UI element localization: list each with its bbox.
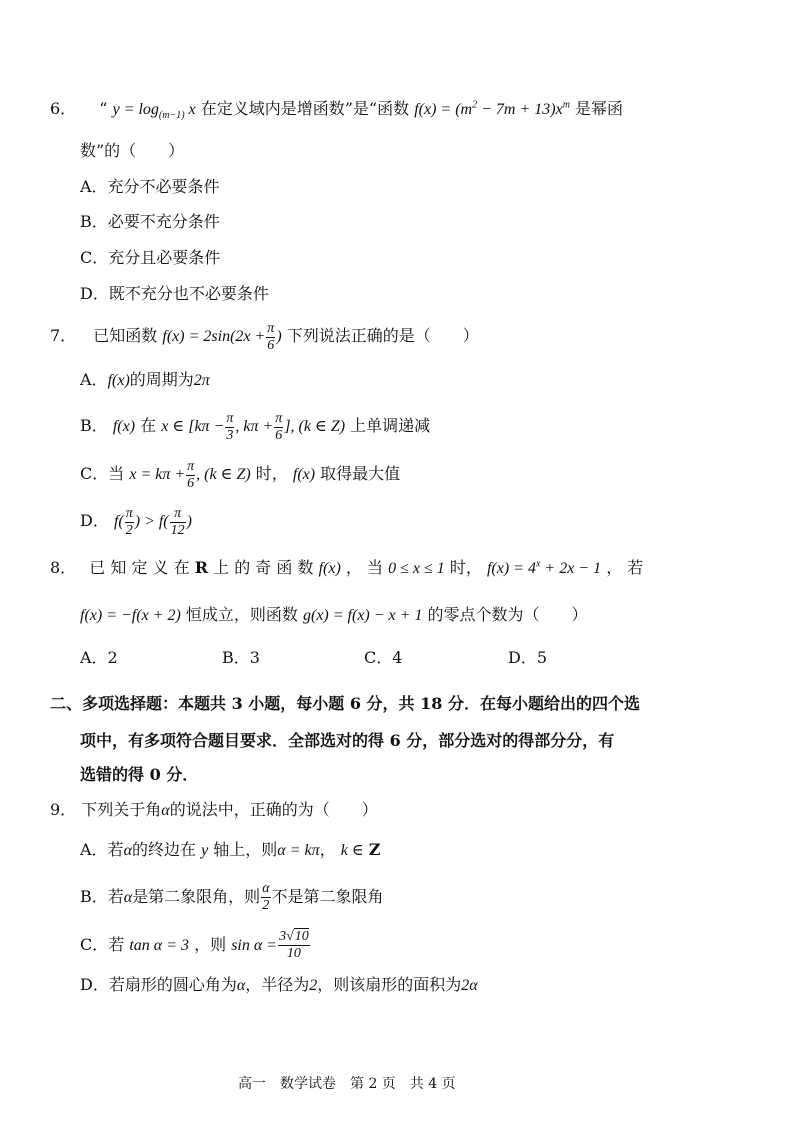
stem-text: 是幂函	[575, 99, 624, 118]
stem-text: 已知函数	[93, 326, 158, 345]
option-c: C．4	[364, 648, 403, 667]
option-a: A．2	[80, 648, 118, 667]
question-number: 6．	[50, 99, 77, 118]
question-number: 9．	[50, 800, 77, 819]
option-b: B．若α是第二象限角，则 $\frac{\alpha}{2}$ 不是第二象限角	[80, 881, 384, 913]
option-d: D．5	[508, 648, 548, 667]
section-2-heading-line-2: 项中，有多项符合题目要求．全部选对的得 6 分，部分选对的得部分分，有	[80, 731, 615, 750]
option-d: D．既不充分也不必要条件	[80, 284, 269, 303]
option-d: D． f( $\frac{\pi}{2}$ ) > f( $\frac{\pi}{12}$ )	[80, 505, 192, 538]
stem-text: 下列说法正确的是（ ）	[286, 326, 479, 345]
option-a: A．若α的终边在 y 轴上，则α = kπ， k ∈ Z	[80, 840, 381, 859]
question-number: 8．	[50, 558, 77, 577]
stem-text: 在定义域内是增函数”是“函数	[200, 99, 410, 118]
section-2-heading-line-3: 选错的得 0 分．	[80, 765, 199, 784]
option-b: B．3	[222, 648, 260, 667]
question-6-line-1	[50, 99, 624, 122]
question-8-line-1: 8． 已 知 定 义 在 R 上 的 奇 函 数 f(x) ， 当 0 ≤ x ≤ 1 时， $f(x) = 4^x + 2x - 1$ ， 若	[50, 558, 644, 577]
function-definition: f(x) = 2sin(2x + $\frac{\pi}{6}$ )	[162, 320, 282, 353]
option-c: C．若 tan α = 3 ，则 sin α = $\frac{3√10}{10}$	[80, 929, 309, 961]
log-expression: $y = \log_{(m-1)} x$	[112, 101, 196, 122]
option-a: A．充分不必要条件	[80, 177, 220, 196]
option-b: B． f(x) 在 x ∈ [kπ − $\frac{\pi}{3}$ , kπ + $\frac{\pi}{6}$ ], (k ∈ Z) 上单调递减	[80, 410, 431, 443]
question-8-line-2: f(x) = −f(x + 2) 恒成立，则函数 g(x) = f(x) − x + 1 的零点个数为（ ）	[80, 605, 588, 624]
option-c: C．当 x = kπ + $\frac{\pi}{6}$ , (k ∈ Z) 时， f(x) 取得最大值	[80, 458, 401, 491]
option-a: A．f(x)的周期为2π	[80, 370, 210, 389]
page-footer: 高一 数学试卷 第 2 页 共 4 页	[238, 1076, 456, 1092]
option-b: B．必要不充分条件	[80, 212, 220, 231]
question-7-stem	[50, 318, 479, 355]
power-function: $f(x) = (m^2 - 7m + 13)x^m$	[414, 99, 570, 118]
question-6-line-2: 数”的（ ）	[80, 141, 185, 160]
open-quote: “	[99, 99, 108, 118]
question-9-stem: 9． 下列关于角α的说法中，正确的为（ ）	[50, 800, 378, 819]
option-d: D．若扇形的圆心角为α，半径为2，则该扇形的面积为2α	[80, 975, 478, 994]
section-2-heading-line-1: 二、多项选择题：本题共 3 小题，每小题 6 分，共 18 分．在每小题给出的四个选	[50, 694, 640, 713]
option-c: C．充分且必要条件	[80, 248, 221, 267]
question-number: 7．	[50, 326, 77, 345]
